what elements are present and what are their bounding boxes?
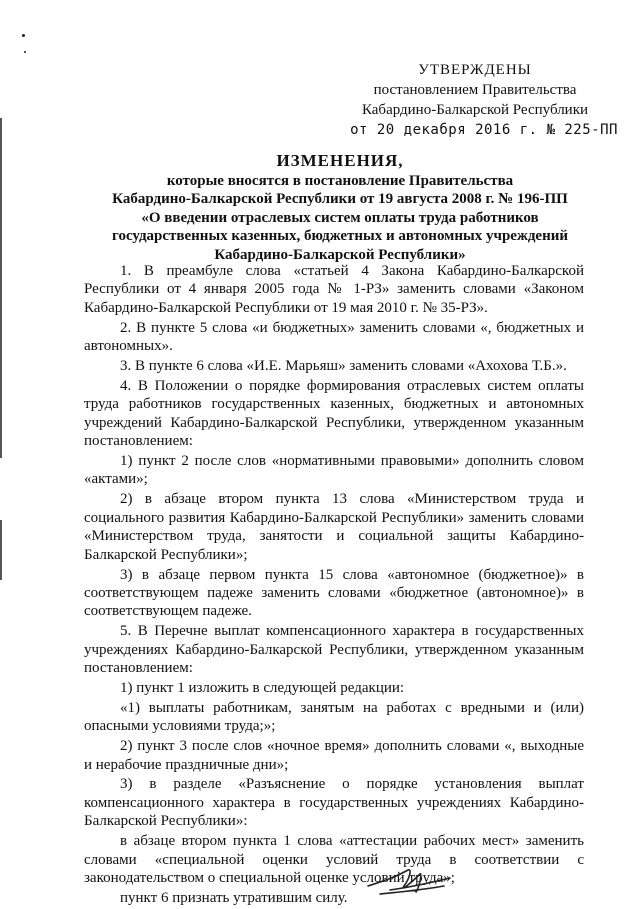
title-line: Кабардино-Балкарской Республики» bbox=[214, 246, 466, 263]
scan-edge-shadow bbox=[0, 118, 2, 458]
title-line: государственных казенных, бюджетных и автономных учреждений bbox=[112, 228, 568, 244]
approval-line: Кабардино-Балкарской Республики bbox=[361, 102, 589, 118]
paragraph: 2. В пункте 5 слова «и бюджетных» заменить словами «, бюджетных и автономных». bbox=[84, 319, 584, 355]
paragraph: 2) в абзаце втором пункта 13 слова «Министерством труда и социального развития Кабардино-Балкарской Республики» заменить словами «Министерством труда, занятости и социальной защиты Кабардино-Балкарской Республики»; bbox=[84, 491, 584, 563]
document-body bbox=[84, 262, 584, 909]
title-main: ИЗМЕНЕНИЯ, bbox=[276, 151, 404, 170]
scan-dot bbox=[24, 51, 26, 53]
approval-title: УТВЕРЖДЕНЫ bbox=[418, 62, 532, 78]
approval-line: постановлением Правительства bbox=[373, 82, 577, 98]
title-line: которые вносятся в постановление Правительства bbox=[166, 172, 514, 189]
paragraph: 1) пункт 2 после слов «нормативными правовыми» дополнить словом «актами»; bbox=[84, 453, 584, 488]
title-line: «О введении отраслевых систем оплаты труда работников bbox=[141, 209, 539, 226]
signature bbox=[360, 856, 456, 900]
paragraph: пункт 6 признать утратившим силу. bbox=[120, 889, 348, 906]
approval-block bbox=[330, 60, 620, 140]
document-title bbox=[100, 152, 580, 264]
paragraph: 3) в абзаце первом пункта 15 слова «автономное (бюджетное)» в соответствующем падеже заменить словами «бюджетное (автономное)» в соответствующем падеже. bbox=[84, 566, 584, 620]
paragraph: 4. В Положении о порядке формирования отраслевых систем оплаты труда работников государственных казенных, бюджетных и автономных учреждений Кабардино-Балкарской Республики, утвержденном указанным постановлением: bbox=[84, 377, 584, 450]
scan-edge-shadow bbox=[0, 520, 2, 580]
scan-dot bbox=[22, 34, 25, 37]
paragraph: «1) выплаты работникам, занятым на работах с вредными и (или) опасными условиями труда;»; bbox=[84, 699, 584, 735]
paragraph: 1. В преамбуле слова «статьей 4 Закона Кабардино-Балкарской Республики от 4 января 2005 года № 1-РЗ» заменить словами «Законом Кабардино-Балкарской Республики от 19 мая 2010 г. № 35-РЗ». bbox=[84, 263, 584, 316]
paragraph: 2) пункт 3 после слов «ночное время» дополнить словами «, выходные и нерабочие праздничные дни»; bbox=[84, 738, 584, 773]
paragraph: 3) в разделе «Разъяснение о порядке установления выплат компенсационного характера в государственных учреждениях Кабардино-Балкарской Республики»: bbox=[84, 776, 584, 830]
paragraph: 3. В пункте 6 слова «И.Е. Марьяш» заменить словами «Ахохова Т.Б.». bbox=[120, 358, 567, 375]
paragraph: 1) пункт 1 изложить в следующей редакции: bbox=[120, 679, 405, 696]
title-line: Кабардино-Балкарской Республики от 19 августа 2008 г. № 196-ПП bbox=[112, 191, 568, 207]
paragraph: в абзаце втором пункта 1 слова «аттестации рабочих мест» заменить словами «специальной оценки условий труда в соответствии с законодательством о специальной оценке условий труда»; bbox=[84, 833, 584, 886]
paragraph: 5. В Перечне выплат компенсационного характера в государственных учреждениях Кабардино-Балкарской Республики, утвержденном указанным постановлением: bbox=[84, 623, 584, 677]
approval-date: от 20 декабря 2016 г. № 225-ПП bbox=[350, 122, 618, 138]
